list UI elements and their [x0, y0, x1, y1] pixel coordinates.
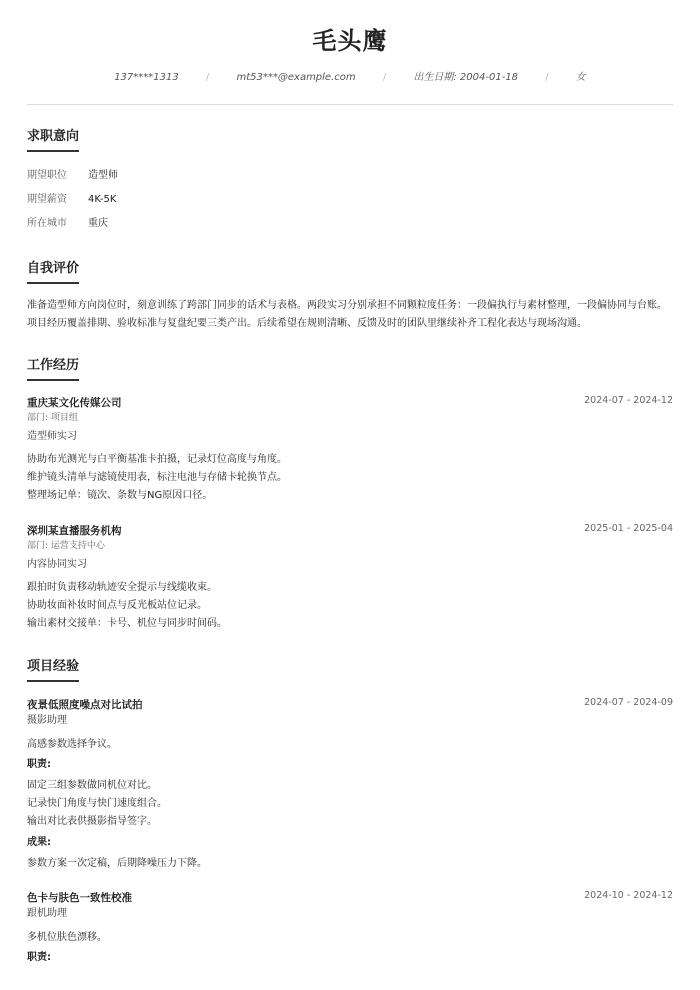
duty-label: 职责: [27, 759, 51, 770]
section-title: 工作经历 [27, 354, 79, 381]
intent-value: 重庆 [88, 218, 108, 229]
section-work-experience [27, 354, 673, 633]
job-role: 内容协同实习 [27, 559, 87, 570]
project-entry [27, 695, 673, 873]
project-date: 2024-07 - 2024-09 [584, 697, 673, 708]
project-name: 色卡与肤色一致性校准 [27, 892, 132, 904]
work-entry [27, 393, 673, 505]
section-title: 项目经验 [27, 655, 79, 682]
project-role: 跟机助理 [27, 908, 67, 919]
work-detail-line: 跟拍时负责移动轨迹安全提示与线缆收束。 [27, 582, 217, 593]
section-title: 求职意向 [27, 125, 79, 152]
work-detail-line: 协助妆面补妆时间点与反光板站位记录。 [27, 600, 207, 611]
contact-separator: / [205, 72, 210, 83]
duty-line: 固定三组参数做同机位对比。 [27, 780, 157, 791]
resume-header [27, 0, 673, 105]
work-detail-line: 协助布光测光与白平衡基准卡拍摄，记录灯位高度与角度。 [27, 454, 287, 465]
contact-bar [27, 70, 673, 86]
work-date: 2025-01 - 2025-04 [584, 523, 673, 534]
company-name: 深圳某直播服务机构 [27, 525, 122, 537]
section-title: 自我评价 [27, 257, 79, 284]
section-project-experience [27, 655, 673, 968]
birth-date: 出生日期: 2004-01-18 [413, 72, 519, 83]
intent-row [27, 188, 673, 212]
intent-key: 期望职位 [27, 170, 67, 181]
header-divider [27, 104, 673, 105]
job-role: 造型师实习 [27, 431, 77, 442]
project-date: 2024-10 - 2024-12 [584, 890, 673, 901]
contact-separator: / [382, 72, 387, 83]
intent-row [27, 164, 673, 188]
section-self-evaluation [27, 257, 673, 333]
duty-line: 输出对比表供摄影指导签字。 [27, 816, 157, 827]
project-entry [27, 888, 673, 968]
project-role: 摄影助理 [27, 715, 67, 726]
work-date: 2024-07 - 2024-12 [584, 395, 673, 406]
self-evaluation-text: 准备造型师方向岗位时，刻意训练了跨部门同步的话术与表格。两段实习分别承担不同颗粒度任务：一段偏执行与素材整理，一段偏协同与台账。项目经历覆盖排期、验收标准与复盘纪要三类产出。后续希望在规则清晰、反馈及时的团队里继续补齐工程化表达与现场沟通。 [27, 300, 667, 329]
work-entry [27, 521, 673, 633]
intent-key: 所在城市 [27, 218, 67, 229]
project-description: 高感参数选择争议。 [27, 739, 117, 750]
gender: 女 [575, 72, 586, 83]
result-line: 参数方案一次定稿，后期降噪压力下降。 [27, 858, 207, 869]
section-job-intent [27, 125, 673, 236]
email-address: mt53***@example.com [236, 72, 356, 83]
project-name: 夜景低照度噪点对比试拍 [27, 699, 143, 711]
company-name: 重庆某文化传媒公司 [27, 397, 122, 409]
intent-row [27, 212, 673, 236]
contact-separator: / [545, 72, 549, 83]
department: 部门: 项目组 [27, 413, 78, 423]
intent-value: 造型师 [88, 170, 118, 181]
result-label: 成果: [27, 837, 51, 848]
project-description: 多机位肤色漂移。 [27, 932, 107, 943]
work-detail-line: 输出素材交接单：卡号、机位与同步时间码。 [27, 618, 227, 629]
candidate-name: 毛头鹰 [312, 27, 388, 55]
phone-number: 137****1313 [114, 72, 179, 83]
intent-key: 期望薪资 [27, 194, 67, 205]
department: 部门: 运营支持中心 [27, 541, 105, 551]
duty-line: 记录快门角度与快门速度组合。 [27, 798, 167, 809]
duty-label: 职责: [27, 952, 51, 963]
work-detail-line: 维护镜头清单与滤镜使用表，标注电池与存储卡轮换节点。 [27, 472, 287, 483]
work-detail-line: 整理场记单：镜次、条数与NG原因口径。 [27, 490, 213, 501]
intent-value: 4K-5K [88, 194, 117, 205]
